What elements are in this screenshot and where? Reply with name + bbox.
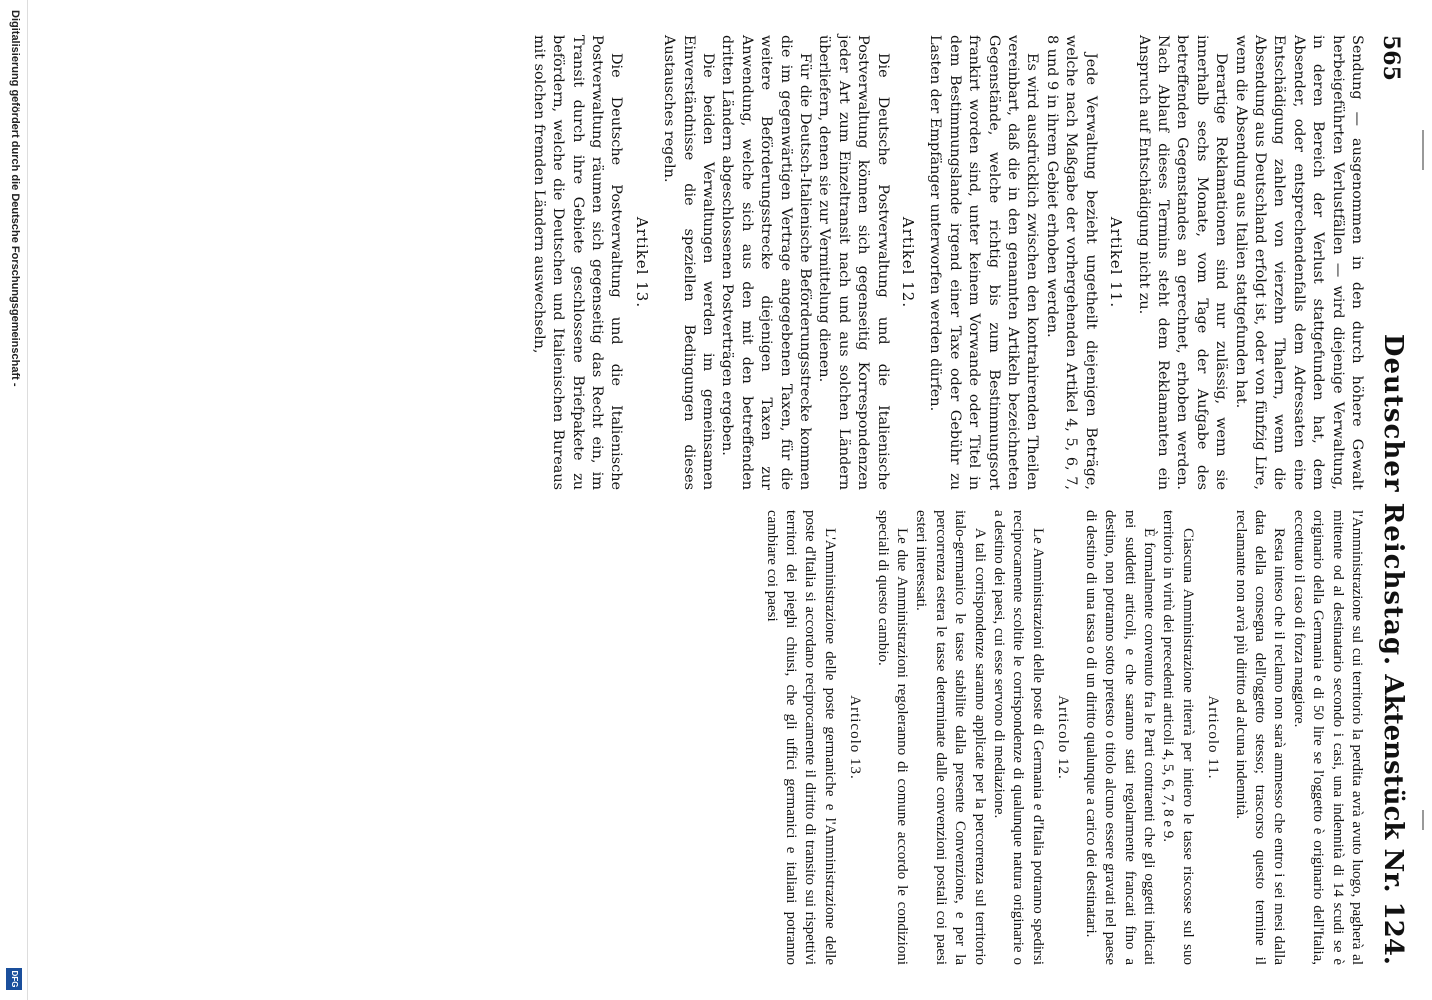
article-heading: Artikel 11. — [1107, 216, 1126, 309]
article-heading: Artikel 12. — [899, 216, 918, 309]
paragraph: Für die Deutsch-Italienische Beförderungsstrecke kommen die im gegenwärtigen Vertrage angegebenen Taxen, für die weitere Beförderungsstrecke diejenigen Taxen zur Anwendung, welche sich aus den mit den betreffenden dritten Ländern abgeschlossenen Postverträgen ergeben. — [719, 35, 814, 490]
german-column — [528, 35, 1366, 490]
paragraph: Es wird ausdrücklich zwischen den kontrahirenden Theilen vereinbart, daß die in den genannten Artikeln bezeichneten Gegenstände, welche richtig bis zum Bestimmungsort frankirt worden sind, unter keinem Vorwande oder Titel in dem Bestimmungslande irgend einer Taxe oder Gebühr zu Lasten der Empfänger unterworfen werden dürfen. — [927, 35, 1041, 490]
paragraph: Le due Amministrazioni regoleranno di comune accordo le condizioni speciali di questo cambio. — [874, 510, 911, 965]
paragraph: Die Deutsche Postverwaltung und die Italienische Postverwaltung räumen sich gegenseitig das Recht ein, im Transit durch ihre Gebiete geschlossene Briefpakete zu befördern, welche die Deutschen und Italienischen Bureaus mit solchen fremden Ländern auswechseln, — [530, 35, 625, 490]
page-number: 565 — [1378, 35, 1404, 81]
scan-mark — [1422, 130, 1424, 170]
article-heading: Artikel 13. — [632, 216, 651, 309]
paragraph: Die beiden Verwaltungen werden im gemeinsamen Einverständnisse die speziellen Bedingungen dieses Austausches regeln. — [661, 35, 716, 490]
digitization-credit: Digitalisierung gefördert durch die Deutsche Forschungsgemeinschaft - — [9, 10, 21, 387]
italian-column — [761, 510, 1366, 965]
paragraph: Ciascuna Amministrazione riterrà per intiero le tasse riscosse sul suo territorio in virtù dei precedenti articoli 4, 5, 6, 7, 8 e 9. — [1160, 510, 1196, 965]
page-title: Deutscher Reichstag. — [1378, 333, 1408, 667]
document-number: Aktenstück Nr. 124. — [1378, 674, 1408, 965]
paragraph: Le Amministrazioni delle poste di Germania e d'Italia potranno spedirsi reciprocamente scoltite le corrispondenze di qualunque natura originarie o a destino dei paesi, cui esse servono di mediazione. — [991, 510, 1046, 965]
dfg-logo-icon: DFG — [6, 968, 22, 990]
paragraph: È formalmente convenuto fra le Parti contraenti che gli oggetti indicati nei suddetti articoli, e che saranno stati regolarmente francati fino a destino, non potranno sotto pretesto o titolo alcuno essere gravati nel paese di destino di una tassa o di un diritto qualunque a carico dei destinatari. — [1082, 510, 1157, 965]
paragraph: Jede Verwaltung bezieht ungetheilt diejenigen Beträge, welche nach Maßgabe der vorhergehenden Artikel 4, 5, 6, 7, 8 und 9 in ihrem Gebiet erhoben werden. — [1043, 35, 1099, 490]
paragraph: L'Amministrazione delle poste germaniche e l'Amministrazione delle poste d'Italia si accordano reciprocamente il diritto di transito sui rispettivi territori dei pieghi chiusi, che gli uffici germanici e italiani potranno cambiare coi paesi — [763, 510, 838, 965]
scan-mark — [1422, 810, 1424, 830]
paragraph: Die Deutsche Postverwaltung und die Italienische Postverwaltung können sich gegenseitig Korrespondenzen jeder Art zum Einzeltransit nach und aus solchen Ländern überliefern, denen sie zur Vermittelung dienen. — [816, 35, 891, 490]
article-heading: Articolo 11. — [1205, 695, 1222, 780]
paragraph: l'Amministrazione sul cui territorio la perdita avrà avuto luogo, pagherà al mittente od al destinatario secondo i casi, una indennità di 14 scudi se è originario della Germania e di 50 lire se l'oggetto è originario dell'Italia, eccettuato il caso di forza maggiore. — [1290, 510, 1365, 965]
paragraph: Sendung — ausgenommen in den durch höhere Gewalt herbeigeführten Verlustfällen — wird diejenige Verwaltung, in deren Bereich der Verlust stattgefunden hat, dem Absender, oder entsprechendenfalls dem Adressaten eine Entschädigung zahlen von vierzehn Thalern, wenn die Absendung aus Deutschland erfolgt ist, oder von fünfzig Lire, wenn die Absendung aus Italien stattgefunden hat. — [1232, 35, 1365, 490]
paragraph: Resta inteso che il reclamo non sarà ammesso che entro i sei mesi dalla data della consegna dell'oggetto stesso; trascorso questo termine il reclamante non avrà più diritto ad alcuna indennità. — [1232, 510, 1288, 965]
digitization-footer — [0, 0, 28, 1000]
paragraph: A tali corrispondenze saranno applicate per la percorrenza sul territorio italo-germanico le tasse stabilite dalla presente Convenzione, e per la percorrenza estera le tasse determinate dalle convenzioni postali coi paesi esteri interessati. — [913, 510, 988, 965]
article-heading: Articolo 13. — [847, 695, 864, 780]
paragraph: Derartige Reklamationen sind nur zulässig, wenn sie innerhalb sechs Monate, vom Tage der Aufgabe des betreffenden Gegenstandes an gerechnet, erhoben werden. Nach Ablauf dieses Termins steht dem Reklamanten ein Anspruch auf Entschädigung nicht zu. — [1135, 35, 1230, 490]
page-header — [1374, 35, 1414, 965]
article-heading: Articolo 12. — [1055, 695, 1072, 780]
